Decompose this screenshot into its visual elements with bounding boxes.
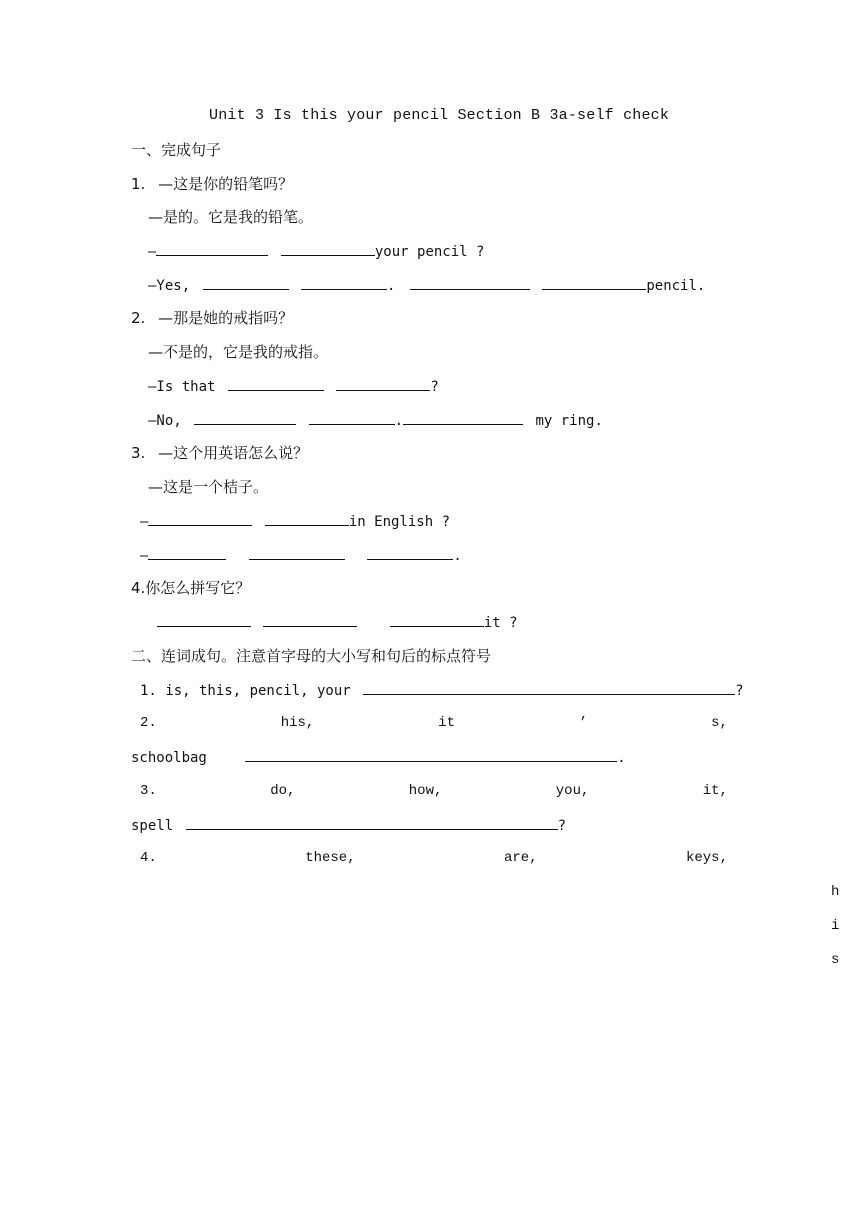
q2-blank-2[interactable] bbox=[336, 376, 430, 391]
q2-line1-tail: ? bbox=[430, 379, 439, 395]
q1-line2-dot: . bbox=[387, 278, 396, 294]
q2-number: 2. bbox=[131, 309, 146, 327]
part2-item-3-w1: 3. bbox=[140, 783, 157, 799]
part2-item-1 bbox=[140, 680, 744, 701]
page-title: Unit 3 Is this your pencil Section B 3a-self check bbox=[209, 107, 670, 124]
part2-item-3-end: ? bbox=[557, 818, 567, 834]
q2-blank-3[interactable] bbox=[194, 410, 296, 425]
q1-line1-tail: your pencil ? bbox=[374, 244, 485, 260]
part2-item-1-words: 1. is, this, pencil, your bbox=[140, 683, 351, 699]
q1-prompt: —这是你的铅笔吗？ bbox=[158, 175, 294, 193]
q3-fill-line-2 bbox=[140, 545, 462, 566]
q1-prompt-row bbox=[131, 174, 293, 194]
q1-line2-tail: pencil. bbox=[646, 278, 706, 294]
q3-dash-1: — bbox=[140, 514, 149, 530]
part2-item-2-w1: 2. bbox=[140, 715, 157, 731]
q4-blank-2[interactable] bbox=[263, 612, 357, 627]
q2-line1-head: —Is that bbox=[148, 379, 216, 395]
q3-prompt: —这个用英语怎么说？ bbox=[158, 444, 309, 462]
part2-item-1-end: ? bbox=[735, 683, 744, 699]
q1-blank-1[interactable] bbox=[156, 241, 268, 256]
part1-heading: 一、完成句子 bbox=[131, 141, 222, 159]
q3-prompt-row bbox=[131, 443, 308, 463]
part2-heading: 二、连词成句。注意首字母的大小写和句后的标点符号 bbox=[131, 647, 492, 665]
q1-fill-line-1 bbox=[148, 241, 484, 262]
part2-item-2-cont-word: schoolbag bbox=[131, 750, 207, 766]
part2-item-4-words bbox=[140, 848, 728, 868]
part2-item-3-cont-word: spell bbox=[131, 818, 174, 834]
q2-blank-1[interactable] bbox=[228, 376, 324, 391]
q2-prompt-row bbox=[131, 308, 293, 328]
part2-item-3-w2: do, bbox=[270, 783, 296, 799]
overflow-char-i: i bbox=[831, 918, 840, 934]
part2-item-2-w3: it bbox=[438, 715, 455, 731]
q1-blank-5[interactable] bbox=[410, 275, 530, 290]
q3-fill-line-1 bbox=[140, 511, 450, 532]
q1-fill-line-2 bbox=[148, 275, 705, 296]
q3-line2-tail: . bbox=[453, 548, 462, 564]
part2-item-2-w4: ’ bbox=[578, 715, 588, 731]
q3-dash-2: — bbox=[140, 548, 149, 564]
overflow-char-s: s bbox=[831, 952, 840, 968]
q1-blank-3[interactable] bbox=[203, 275, 289, 290]
q3-blank-5[interactable] bbox=[367, 545, 453, 560]
q1-number: 1. bbox=[131, 175, 146, 193]
part2-item-4-w4: keys, bbox=[685, 850, 728, 866]
q4-line-tail: it ? bbox=[483, 615, 518, 631]
q2-line2-head: —No, bbox=[148, 413, 182, 429]
part2-item-2-words bbox=[140, 713, 728, 733]
part2-item-2-end: . bbox=[617, 750, 626, 766]
q4-blank-1[interactable] bbox=[157, 612, 251, 627]
part2-item-2-cont bbox=[131, 747, 626, 768]
q1-dash: — bbox=[148, 244, 157, 260]
part2-item-3-w5: it, bbox=[702, 783, 728, 799]
part2-item-2-w5: s, bbox=[711, 715, 728, 731]
q2-line2-dot: . bbox=[394, 413, 404, 429]
q1-blank-2[interactable] bbox=[281, 241, 375, 256]
q2-blank-5[interactable] bbox=[403, 410, 523, 425]
q3-number: 3. bbox=[131, 444, 146, 462]
q1-answer: —是的。它是我的铅笔。 bbox=[148, 208, 314, 226]
q3-blank-3[interactable] bbox=[148, 545, 226, 560]
part2-item-3-blank[interactable] bbox=[186, 815, 558, 830]
q1-line2-head: —Yes, bbox=[148, 278, 191, 294]
q3-answer: —这是一个桔子。 bbox=[148, 478, 269, 496]
part2-item-1-blank[interactable] bbox=[363, 680, 735, 695]
q4-prompt: 4.你怎么拼写它？ bbox=[131, 579, 251, 597]
q3-blank-4[interactable] bbox=[249, 545, 345, 560]
q3-blank-2[interactable] bbox=[265, 511, 349, 526]
part2-item-3-words bbox=[140, 781, 728, 801]
q2-blank-4[interactable] bbox=[309, 410, 395, 425]
part2-item-2-w2: his, bbox=[280, 715, 315, 731]
part2-item-3-cont bbox=[131, 815, 566, 836]
q3-blank-1[interactable] bbox=[148, 511, 252, 526]
q2-fill-line-1 bbox=[148, 376, 439, 397]
part2-item-4-w3: are, bbox=[503, 850, 538, 866]
q4-blank-3[interactable] bbox=[390, 612, 484, 627]
q2-fill-line-2 bbox=[148, 410, 603, 431]
q2-line2-tail: my ring. bbox=[535, 413, 603, 429]
q2-prompt: —那是她的戒指吗？ bbox=[158, 309, 294, 327]
overflow-char-h: h bbox=[831, 884, 840, 900]
part2-item-3-w4: you, bbox=[555, 783, 590, 799]
part2-item-3-w3: how, bbox=[408, 783, 443, 799]
part2-item-2-blank[interactable] bbox=[245, 747, 617, 762]
q3-line1-tail: in English ? bbox=[348, 514, 451, 530]
q2-answer: —不是的，它是我的戒指。 bbox=[148, 343, 329, 361]
q4-fill-line bbox=[157, 612, 518, 633]
q1-blank-4[interactable] bbox=[301, 275, 387, 290]
part2-item-4-w1: 4. bbox=[140, 850, 157, 866]
part2-item-4-w2: these, bbox=[305, 850, 356, 866]
q1-blank-6[interactable] bbox=[542, 275, 646, 290]
